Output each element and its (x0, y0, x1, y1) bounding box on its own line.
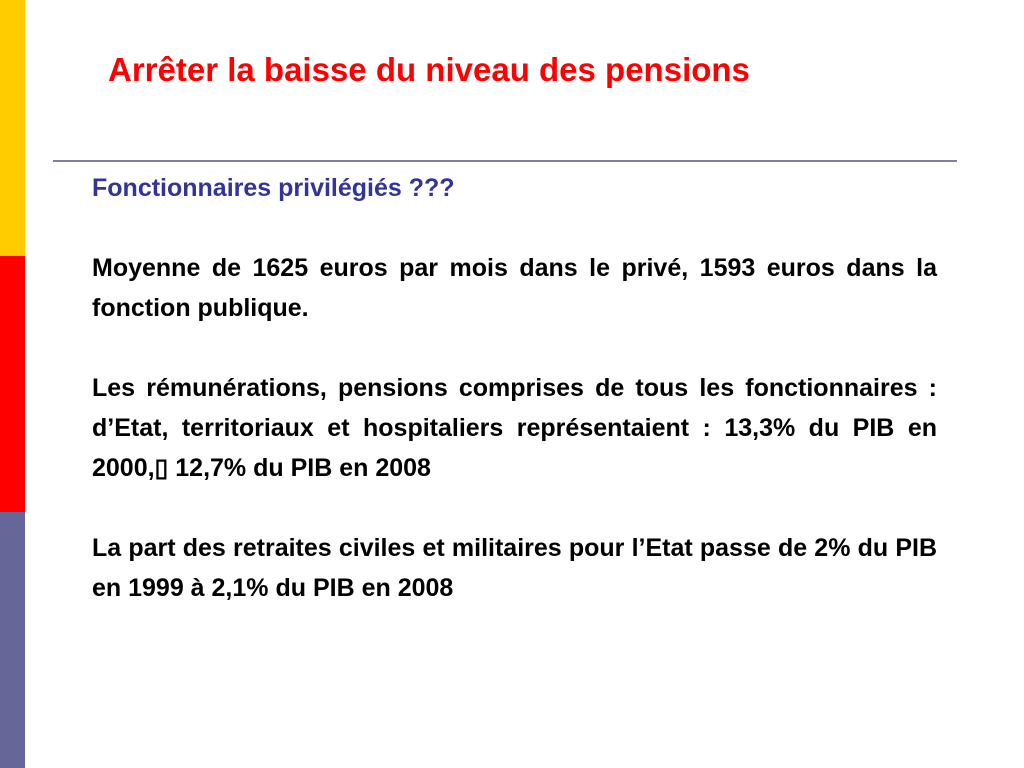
slide-body (92, 168, 937, 608)
paragraph-salaries: Moyenne de 1625 euros par mois dans le privé, 1593 euros dans la fonction publique. (92, 254, 937, 322)
title-divider (53, 160, 957, 162)
sidebar-red-stripe (0, 256, 25, 512)
paragraph-remunerations: Les rémunérations, pensions comprises de tous les fonctionnaires : d’Etat, territoriaux et hospitaliers représentaient : 13,3% du PIB en 2000,▯ 12,7% du PIB en 2008 (92, 374, 937, 482)
sidebar-yellow-stripe (0, 0, 25, 256)
slide-title: Arrêter la baisse du niveau des pensions (108, 51, 750, 88)
subheading: Fonctionnaires privilégiés ??? (92, 174, 455, 202)
paragraph-retirement-share: La part des retraites civiles et militaires pour l’Etat passe de 2% du PIB en 1999 à 2,1% du PIB en 2008 (92, 534, 937, 602)
sidebar-blue-stripe (0, 512, 25, 768)
